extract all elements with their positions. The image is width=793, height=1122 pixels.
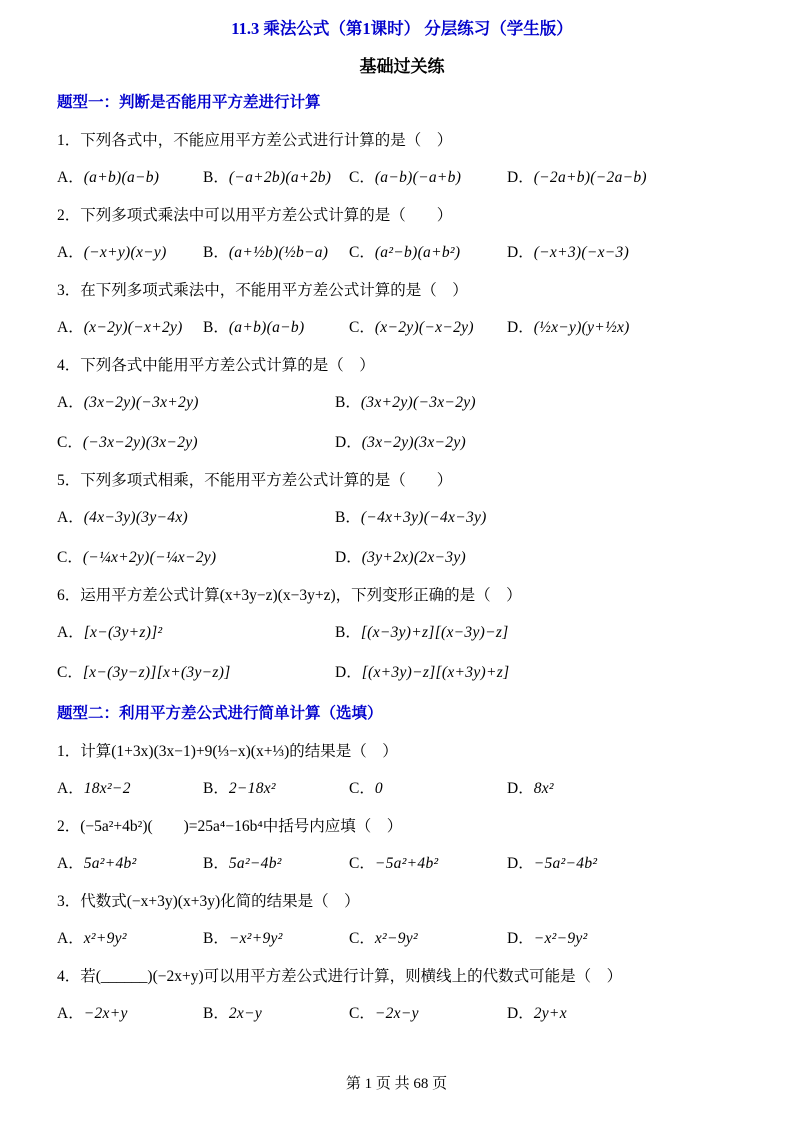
question-options	[57, 1003, 747, 1024]
option	[57, 242, 203, 263]
question	[57, 966, 747, 1024]
option	[349, 167, 507, 188]
option	[57, 1003, 203, 1024]
option-label: A．	[57, 624, 84, 641]
option	[57, 662, 335, 683]
option-expression: 0	[374, 780, 383, 797]
option	[349, 1003, 507, 1024]
option-label: C．	[57, 549, 83, 566]
option-expression: (−3x−2y)(3x−2y)	[82, 434, 198, 451]
option	[335, 662, 747, 683]
option-label: B．	[203, 319, 229, 336]
section-heading: 题型一：判断是否能用平方差进行计算	[57, 94, 321, 111]
option-expression: (a+b)(a−b)	[228, 319, 305, 336]
question-stem: 1．下列各式中，不能应用平方差公式进行计算的是（ ）	[57, 132, 453, 149]
option	[203, 1003, 349, 1024]
option-expression: (a−b)(−a+b)	[374, 169, 462, 186]
option	[335, 622, 747, 643]
option-expression: [x−(3y−z)][x+(3y−z)]	[82, 664, 231, 681]
option-label: C．	[57, 434, 83, 451]
option-expression: (−2a+b)(−2a−b)	[533, 169, 647, 186]
page-footer: 第 1 页 共 68 页	[345, 1076, 448, 1092]
option-label: B．	[335, 394, 361, 411]
option	[203, 778, 349, 799]
option-expression: 18x²−2	[83, 780, 131, 797]
question-stem: 2．(−5a²+4b²)( )=25a⁴−16b⁴中括号内应填（ ）	[57, 818, 403, 835]
option	[349, 242, 507, 263]
option-expression: (x−2y)(−x+2y)	[83, 319, 183, 336]
option-expression: [(x+3y)−z][(x+3y)+z]	[361, 664, 510, 681]
question-options	[57, 507, 747, 568]
option-label: B．	[335, 624, 361, 641]
question	[57, 891, 747, 949]
document-subtitle: 基础过关练	[359, 57, 445, 76]
section-heading: 题型二：利用平方差公式进行简单计算（选填）	[57, 705, 383, 722]
option-expression: 8x²	[533, 780, 554, 797]
question-options	[57, 853, 747, 874]
option	[349, 778, 507, 799]
option-label: A．	[57, 244, 84, 261]
option-label: C．	[349, 244, 375, 261]
option-label: C．	[349, 780, 375, 797]
option	[203, 317, 349, 338]
option-label: D．	[507, 780, 534, 797]
option-label: D．	[507, 319, 534, 336]
option-label: C．	[349, 855, 375, 872]
option-label: D．	[507, 244, 534, 261]
option	[57, 853, 203, 874]
option	[203, 167, 349, 188]
question-options	[57, 622, 747, 683]
option	[57, 507, 335, 528]
option	[203, 853, 349, 874]
option	[507, 242, 747, 263]
option-label: B．	[335, 509, 361, 526]
option	[335, 507, 747, 528]
option-expression: 2y+x	[533, 1005, 567, 1022]
question-stem: 3．代数式(−x+3y)(x+3y)化简的结果是（ ）	[57, 893, 360, 910]
option-expression: (a²−b)(a+b²)	[374, 244, 461, 261]
option-label: B．	[203, 780, 229, 797]
question	[57, 816, 747, 874]
question-options	[57, 167, 747, 188]
option	[57, 392, 335, 413]
question-options	[57, 928, 747, 949]
option	[507, 167, 747, 188]
option	[507, 1003, 747, 1024]
option	[335, 547, 747, 568]
option	[57, 432, 335, 453]
option-label: C．	[57, 664, 83, 681]
option	[349, 317, 507, 338]
question	[57, 741, 747, 799]
option-expression: (−4x+3y)(−4x−3y)	[360, 509, 487, 526]
question	[57, 205, 747, 263]
option-label: D．	[335, 549, 362, 566]
option	[349, 853, 507, 874]
option	[507, 778, 747, 799]
option-label: D．	[335, 434, 362, 451]
option-label: B．	[203, 1005, 229, 1022]
option-label: C．	[349, 1005, 375, 1022]
option-expression: (a+½b)(½b−a)	[228, 244, 329, 261]
option	[349, 928, 507, 949]
option-expression: (−x+y)(x−y)	[83, 244, 167, 261]
question	[57, 280, 747, 338]
option-label: C．	[349, 930, 375, 947]
option	[57, 317, 203, 338]
question-stem: 4．若(______)(−2x+y)可以用平方差公式进行计算，则横线上的代数式可能是（ ）	[57, 968, 623, 985]
option-label: A．	[57, 930, 84, 947]
question-options	[57, 392, 747, 453]
option	[507, 853, 747, 874]
question-stem: 1．计算(1+3x)(3x−1)+9(⅓−x)(x+⅓)的结果是（ ）	[57, 743, 398, 760]
option-label: A．	[57, 855, 84, 872]
question-options	[57, 778, 747, 799]
option-label: A．	[57, 1005, 84, 1022]
option-label: D．	[335, 664, 362, 681]
option-label: C．	[349, 319, 375, 336]
option-expression: x²−9y²	[374, 930, 418, 947]
option-label: D．	[507, 1005, 534, 1022]
option-expression: (3x+2y)(−3x−2y)	[360, 394, 476, 411]
option	[57, 167, 203, 188]
option-expression: 2x−y	[228, 1005, 263, 1022]
option-label: B．	[203, 244, 229, 261]
option-label: A．	[57, 509, 84, 526]
option-expression: (4x−3y)(3y−4x)	[83, 509, 188, 526]
option-expression: (3x−2y)(−3x+2y)	[83, 394, 199, 411]
option	[335, 392, 747, 413]
option-expression: (−¼x+2y)(−¼x−2y)	[82, 549, 217, 566]
option-expression: (½x−y)(y+½x)	[533, 319, 630, 336]
option-label: B．	[203, 930, 229, 947]
option-label: A．	[57, 394, 84, 411]
question	[57, 130, 747, 188]
option-label: A．	[57, 780, 84, 797]
option-expression: [x−(3y+z)]²	[83, 624, 163, 641]
option-expression: (−x+3)(−x−3)	[533, 244, 630, 261]
option-expression: −5a²−4b²	[533, 855, 598, 872]
option	[57, 928, 203, 949]
option	[57, 547, 335, 568]
option-expression: x²+9y²	[83, 930, 127, 947]
document-title: 11.3 乘法公式（第1课时） 分层练习（学生版）	[231, 19, 573, 38]
question-stem: 5．下列多项式相乘，不能用平方差公式计算的是（ ）	[57, 472, 453, 489]
option	[335, 432, 747, 453]
option-expression: (a+b)(a−b)	[83, 169, 160, 186]
option-label: C．	[349, 169, 375, 186]
option-expression: (−a+2b)(a+2b)	[228, 169, 332, 186]
option-expression: [(x−3y)+z][(x−3y)−z]	[360, 624, 509, 641]
option-expression: 5a²+4b²	[83, 855, 137, 872]
question	[57, 355, 747, 453]
option-expression: −x²−9y²	[533, 930, 588, 947]
option-expression: −2x+y	[83, 1005, 128, 1022]
option	[507, 928, 747, 949]
option-expression: (3y+2x)(2x−3y)	[361, 549, 466, 566]
option-expression: −5a²+4b²	[374, 855, 439, 872]
option	[57, 622, 335, 643]
option-label: A．	[57, 169, 84, 186]
option-label: B．	[203, 855, 229, 872]
option-expression: (3x−2y)(3x−2y)	[361, 434, 466, 451]
option-label: D．	[507, 930, 534, 947]
option-expression: (x−2y)(−x−2y)	[374, 319, 474, 336]
option-expression: 2−18x²	[228, 780, 276, 797]
question-stem: 3．在下列多项式乘法中，不能用平方差公式计算的是（ ）	[57, 282, 468, 299]
option	[507, 317, 747, 338]
option	[203, 928, 349, 949]
question-stem: 2．下列多项式乘法中可以用平方差公式计算的是（ ）	[57, 207, 453, 224]
option-label: B．	[203, 169, 229, 186]
option-expression: 5a²−4b²	[228, 855, 282, 872]
option-expression: −x²+9y²	[228, 930, 283, 947]
option-label: A．	[57, 319, 84, 336]
question	[57, 585, 747, 683]
question-stem: 4．下列各式中能用平方差公式计算的是（ ）	[57, 357, 375, 374]
option	[57, 778, 203, 799]
option	[203, 242, 349, 263]
question	[57, 470, 747, 568]
option-expression: −2x−y	[374, 1005, 419, 1022]
question-options	[57, 242, 747, 263]
question-stem: 6．运用平方差公式计算(x+3y−z)(x−3y+z)，下列变形正确的是（ ）	[57, 587, 522, 604]
option-label: D．	[507, 855, 534, 872]
option-label: D．	[507, 169, 534, 186]
question-options	[57, 317, 747, 338]
